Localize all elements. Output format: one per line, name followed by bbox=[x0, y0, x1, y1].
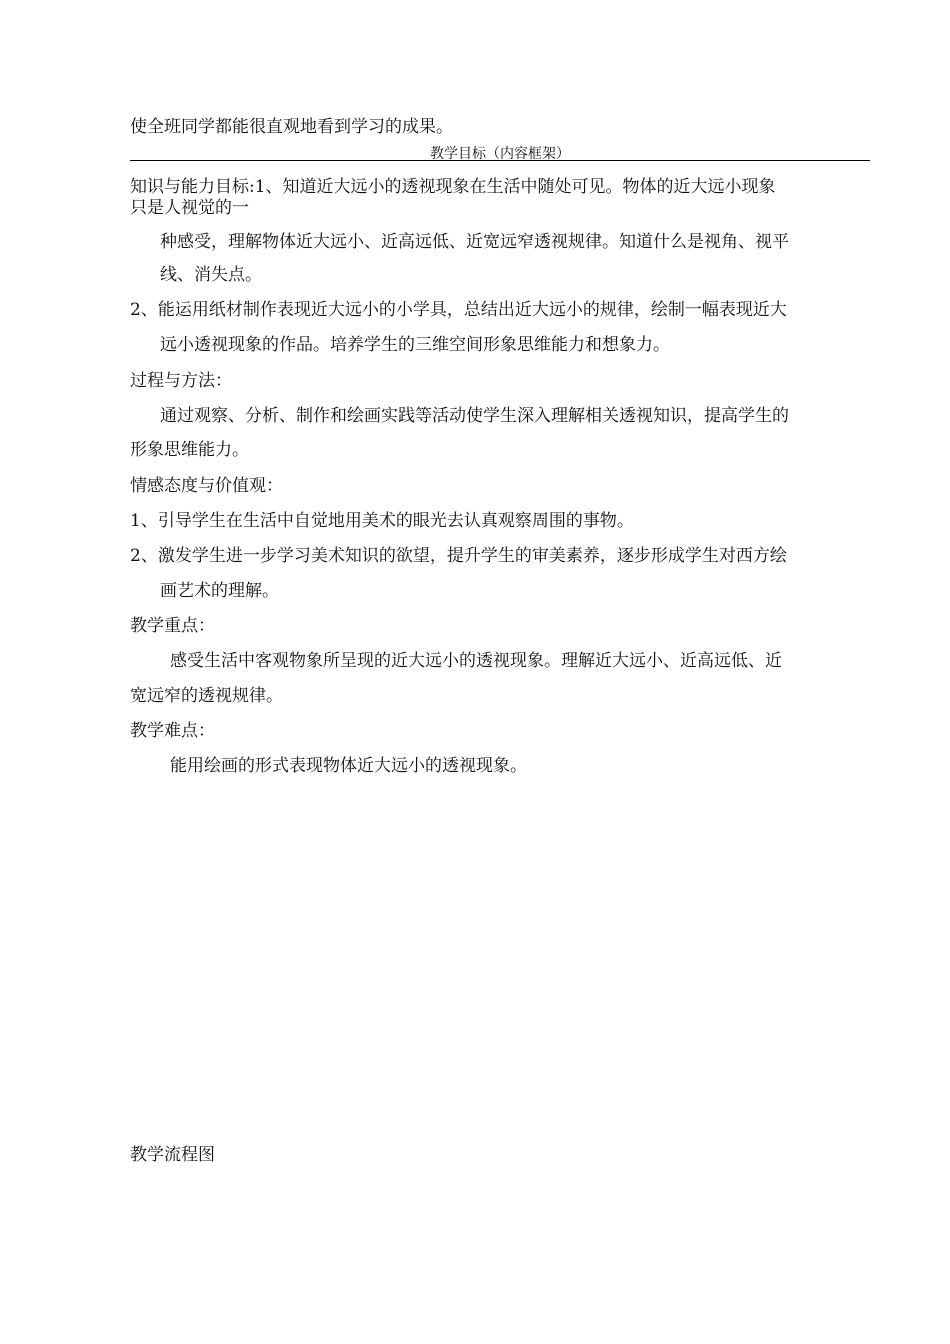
difficult-points-heading: 教学难点： bbox=[130, 721, 215, 741]
key-points-line-1: 感受生活中客观物象所呈现的近大远小的透视现象。理解近大远小、近高远低、近 bbox=[170, 651, 782, 671]
process-line-2: 形象思维能力。 bbox=[130, 440, 249, 460]
key-points-heading: 教学重点： bbox=[130, 616, 215, 636]
knowledge-line-3: 种感受，理解物体近大远小、近高远低、近宽远窄透视规律。知道什么是视角、视平 bbox=[160, 232, 789, 252]
flowchart-heading: 教学流程图 bbox=[130, 1145, 215, 1165]
emotion-item-2-line-2: 画艺术的理解。 bbox=[160, 581, 279, 601]
knowledge-line-2: 只是人视觉的一 bbox=[130, 198, 249, 218]
emotion-heading: 情感态度与价值观： bbox=[130, 476, 283, 496]
emotion-item-2-line-1: 2、激发学生进一步学习美术知识的欲望，提升学生的审美素养，逐步形成学生对西方绘 bbox=[130, 546, 787, 566]
knowledge-item2-line-1: 2、能运用纸材制作表现近大远小的小学具，总结出近大远小的规律，绘制一幅表现近大 bbox=[130, 300, 787, 320]
intro-line: 使全班同学都能很直观地看到学习的成果。 bbox=[130, 117, 453, 137]
knowledge-line-1: 知识与能力目标:1、知道近大远小的透视现象在生活中随处可见。物体的近大远小现象 bbox=[130, 177, 776, 197]
process-heading: 过程与方法： bbox=[130, 371, 232, 391]
emotion-item-1: 1、引导学生在生活中自觉地用美术的眼光去认真观察周围的事物。 bbox=[130, 511, 634, 531]
key-points-line-2: 宽远窄的透视规律。 bbox=[130, 686, 283, 706]
knowledge-line-4: 线、消失点。 bbox=[160, 265, 262, 285]
knowledge-item2-line-2: 远小透视现象的作品。培养学生的三维空间形象思维能力和想象力。 bbox=[160, 335, 670, 355]
difficult-points-line-1: 能用绘画的形式表现物体近大远小的透视现象。 bbox=[170, 756, 527, 776]
section-title: 教学目标（内容框架） bbox=[430, 146, 570, 162]
process-line-1: 通过观察、分析、制作和绘画实践等活动使学生深入理解相关透视知识，提高学生的 bbox=[160, 406, 789, 426]
title-rule bbox=[130, 160, 870, 161]
